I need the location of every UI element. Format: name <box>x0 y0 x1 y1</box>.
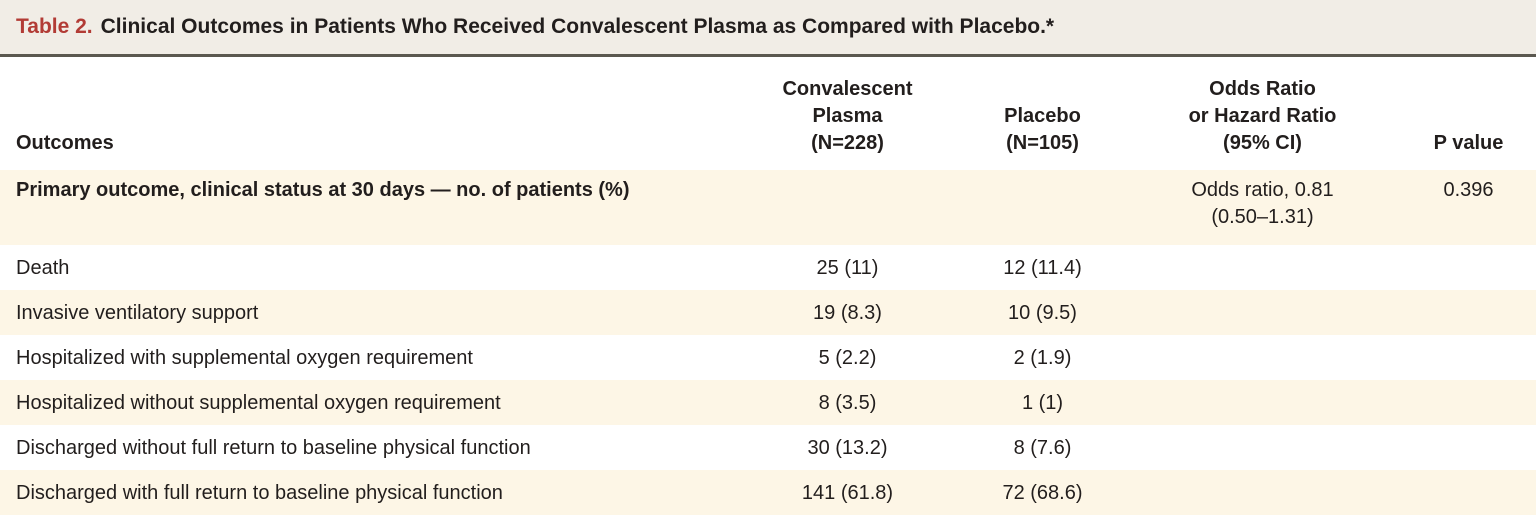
cell-outcome-label: Hospitalized without supplemental oxygen requirement <box>16 391 501 414</box>
header-convalescent-plasma <box>710 57 985 170</box>
header-plasma-line3: (N=228) <box>811 132 884 154</box>
header-row <box>0 57 1536 170</box>
cell-placebo-value: 2 (1.9) <box>1013 346 1072 369</box>
cell-placebo-value: 10 (9.5) <box>1008 301 1077 324</box>
cell-odds-ratio <box>1100 290 1425 335</box>
cell-plasma-value: 25 (11) <box>816 256 879 279</box>
header-placebo-line2: (N=105) <box>1006 132 1079 154</box>
cell-odds-ratio <box>1100 335 1425 380</box>
cell-odds-ratio <box>1100 425 1425 470</box>
cell-placebo-value: 72 (68.6) <box>1002 481 1083 504</box>
header-placebo-line1: Placebo <box>1004 105 1081 127</box>
cell-p-value <box>1425 470 1536 515</box>
table-title <box>0 0 1536 57</box>
table-row-discharged-without-full-return <box>0 425 1536 470</box>
cell-outcome-label: Primary outcome, clinical status at 30 days — no. of patients (%) <box>16 179 630 201</box>
cell-placebo-value: 8 (7.6) <box>1013 436 1072 459</box>
table-row-primary-outcome <box>0 170 1536 245</box>
cell-outcome-label: Hospitalized with supplemental oxygen requirement <box>16 346 473 369</box>
table-caption: Clinical Outcomes in Patients Who Received Convalescent Plasma as Compared with Placebo.* <box>100 15 1055 38</box>
header-odds-ratio-line3: (95% CI) <box>1223 132 1302 154</box>
header-plasma-line2: Plasma <box>812 105 883 127</box>
cell-plasma-value: 19 (8.3) <box>813 301 882 324</box>
cell-plasma-value: 141 (61.8) <box>801 481 894 504</box>
cell-p-value <box>1425 335 1536 380</box>
cell-placebo-value <box>985 170 1100 245</box>
cell-p-value <box>1425 245 1536 290</box>
table-row-death <box>0 245 1536 290</box>
table-row-hospitalized-without-oxygen <box>0 380 1536 425</box>
table-row-discharged-with-full-return <box>0 470 1536 515</box>
header-outcomes: Outcomes <box>0 57 710 170</box>
header-placebo <box>985 57 1100 170</box>
cell-plasma-value: 5 (2.2) <box>818 346 877 369</box>
cell-odds-ratio <box>1100 470 1425 515</box>
cell-odds-ratio <box>1100 170 1425 245</box>
cell-outcome-label: Discharged without full return to baseline physical function <box>16 436 531 459</box>
table-row-invasive-ventilatory-support <box>0 290 1536 335</box>
cell-p-value <box>1425 290 1536 335</box>
cell-p-value <box>1425 380 1536 425</box>
cell-plasma-value <box>710 170 985 245</box>
cell-outcome-label: Invasive ventilatory support <box>16 301 259 324</box>
header-odds-ratio-line2: or Hazard Ratio <box>1188 105 1337 127</box>
header-p-value: P value <box>1425 57 1536 170</box>
header-odds-ratio-line1: Odds Ratio <box>1209 78 1316 100</box>
cell-plasma-value: 30 (13.2) <box>807 436 888 459</box>
outcomes-table <box>0 57 1536 515</box>
odds-ratio-line2: (0.50–1.31) <box>1211 206 1314 228</box>
cell-plasma-value: 8 (3.5) <box>818 391 877 414</box>
table-number: Table 2. <box>16 15 93 38</box>
cell-p-value: 0.396 <box>1443 179 1494 201</box>
header-odds-ratio <box>1100 57 1425 170</box>
cell-outcome-label: Discharged with full return to baseline physical function <box>16 481 503 504</box>
cell-odds-ratio <box>1100 380 1425 425</box>
odds-ratio-line1: Odds ratio, 0.81 <box>1191 179 1334 201</box>
header-plasma-line1: Convalescent <box>782 78 913 100</box>
cell-placebo-value: 1 (1) <box>1021 391 1064 414</box>
cell-outcome-label: Death <box>16 256 70 279</box>
cell-odds-ratio <box>1100 245 1425 290</box>
cell-placebo-value: 12 (11.4) <box>1003 256 1082 279</box>
cell-p-value <box>1425 425 1536 470</box>
table-row-hospitalized-with-oxygen <box>0 335 1536 380</box>
